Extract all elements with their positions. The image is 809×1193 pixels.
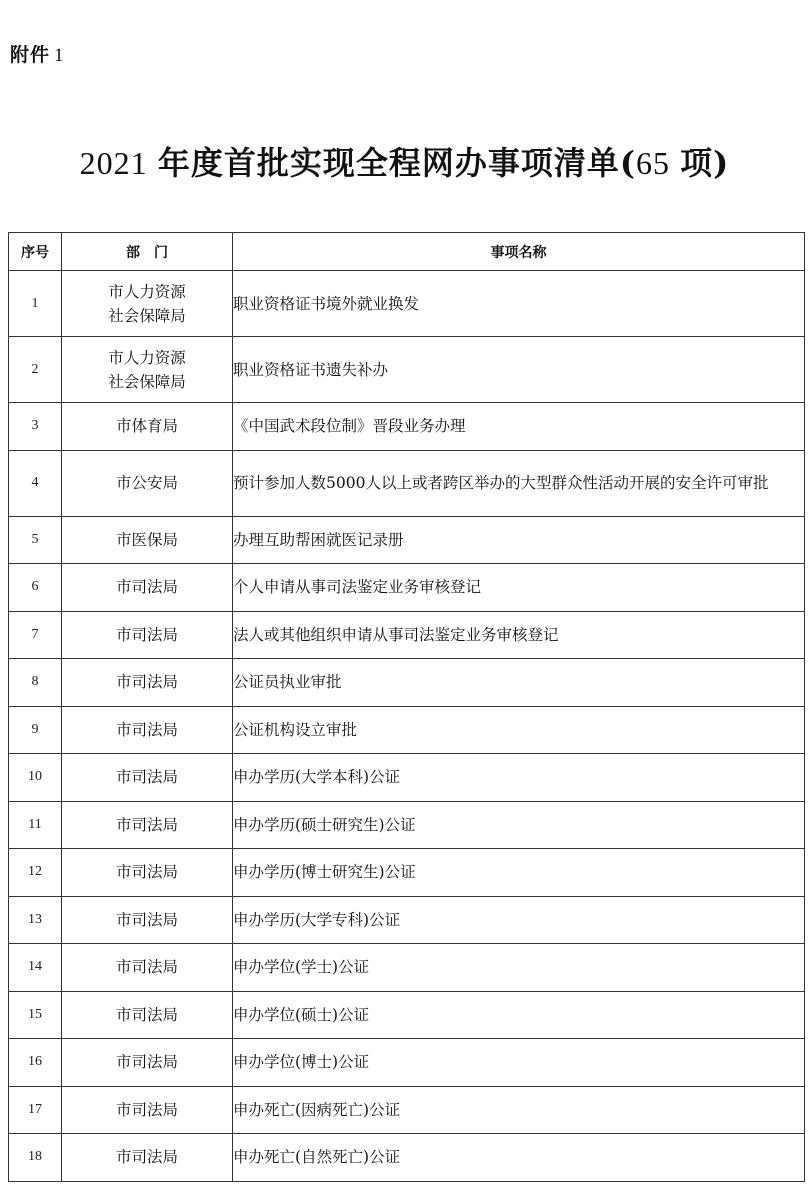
row-number: 11 [9,801,62,849]
row-item-name: 个人申请从事司法鉴定业务审核登记 [233,564,805,612]
attachment-number: 1 [54,45,65,66]
row-item-name: 申办学历(大学本科)公证 [233,754,805,802]
row-number: 15 [9,991,62,1039]
row-department: 市司法局 [62,1134,233,1182]
table-row [9,1134,805,1182]
row-item-name: 申办学位(硕士)公证 [233,991,805,1039]
row-item-name: 《中国武术段位制》晋段业务办理 [233,403,805,451]
row-number: 1 [9,271,62,337]
row-number: 3 [9,403,62,451]
row-department: 市司法局 [62,849,233,897]
row-number: 12 [9,849,62,897]
title-year: 2021 [79,145,148,181]
row-item-name: 预计参加人数5000人以上或者跨区举办的大型群众性活动开展的安全许可审批 [233,450,805,516]
row-department: 市司法局 [62,1039,233,1087]
row-number: 7 [9,611,62,659]
table-row [9,706,805,754]
row-department [62,337,233,403]
page-title [0,138,809,184]
row-item-name: 申办学位(学士)公证 [233,944,805,992]
row-item-name: 申办学历(硕士研究生)公证 [233,801,805,849]
department-line: 市人力资源 [108,282,186,301]
row-department: 市司法局 [62,659,233,707]
row-number: 9 [9,706,62,754]
row-number: 13 [9,896,62,944]
row-number: 10 [9,754,62,802]
row-department: 市公安局 [62,450,233,516]
table-row [9,896,805,944]
row-item-name: 申办死亡(自然死亡)公证 [233,1134,805,1182]
table-row [9,991,805,1039]
attachment-label [10,40,65,67]
row-item-name: 职业资格证书境外就业换发 [233,271,805,337]
row-item-name: 办理互助帮困就医记录册 [233,516,805,564]
header-dept: 部 门 [62,233,233,271]
row-item-name: 法人或其他组织申请从事司法鉴定业务审核登记 [233,611,805,659]
title-count: 65 [636,145,670,181]
header-no: 序号 [9,233,62,271]
header-item: 事项名称 [233,233,805,271]
table-row [9,944,805,992]
row-department [62,271,233,337]
row-number: 16 [9,1039,62,1087]
row-department: 市医保局 [62,516,233,564]
table-row [9,403,805,451]
title-suffix: 项) [680,144,730,182]
row-item-name: 公证机构设立审批 [233,706,805,754]
table-row [9,271,805,337]
row-department: 市司法局 [62,896,233,944]
row-item-name: 公证员执业审批 [233,659,805,707]
title-text: 年度首批实现全程网办事项清单( [157,144,636,182]
row-item-name: 申办学位(博士)公证 [233,1039,805,1087]
row-item-name: 申办学历(大学专科)公证 [233,896,805,944]
table-row [9,450,805,516]
items-table [8,232,805,1182]
row-department: 市体育局 [62,403,233,451]
table-row [9,337,805,403]
row-department: 市司法局 [62,564,233,612]
row-department: 市司法局 [62,1086,233,1134]
row-department: 市司法局 [62,611,233,659]
table-row [9,849,805,897]
table-row [9,1039,805,1087]
table-row [9,564,805,612]
row-item-name: 申办学历(博士研究生)公证 [233,849,805,897]
department-line: 社会保障局 [108,372,186,391]
table-header-row [9,233,805,271]
row-number: 5 [9,516,62,564]
row-number: 4 [9,450,62,516]
department-line: 社会保障局 [108,306,186,325]
row-item-name: 申办死亡(因病死亡)公证 [233,1086,805,1134]
row-department: 市司法局 [62,754,233,802]
table-row [9,754,805,802]
row-number: 14 [9,944,62,992]
row-department: 市司法局 [62,801,233,849]
row-number: 8 [9,659,62,707]
row-number: 18 [9,1134,62,1182]
row-department: 市司法局 [62,944,233,992]
row-item-name: 职业资格证书遗失补办 [233,337,805,403]
attachment-text: 附件 [10,44,51,66]
row-number: 17 [9,1086,62,1134]
row-number: 2 [9,337,62,403]
row-department: 市司法局 [62,991,233,1039]
table-row [9,659,805,707]
table-row [9,801,805,849]
department-line: 市人力资源 [108,348,186,367]
row-department: 市司法局 [62,706,233,754]
table-row [9,1086,805,1134]
table-row [9,611,805,659]
table-row [9,516,805,564]
row-number: 6 [9,564,62,612]
